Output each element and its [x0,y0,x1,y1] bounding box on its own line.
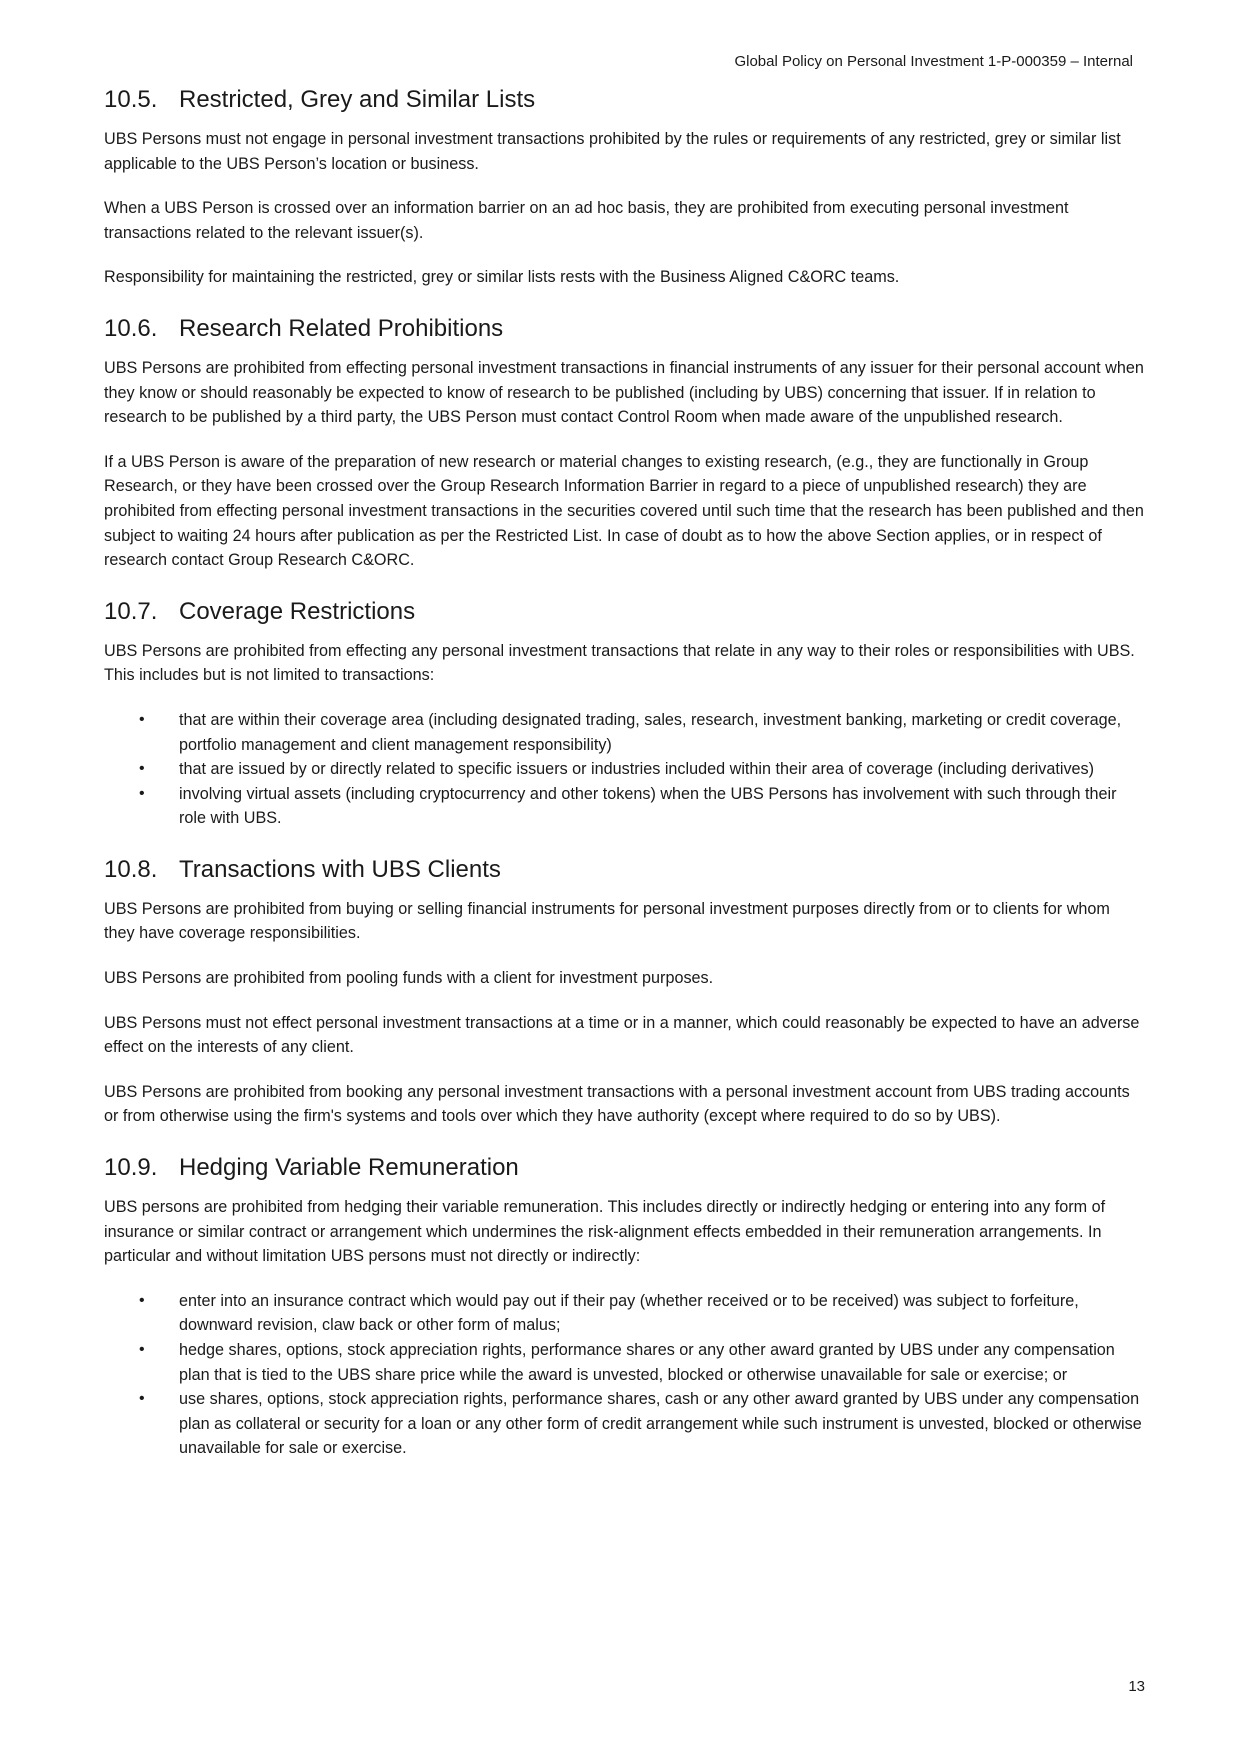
section-heading [104,856,1144,884]
paragraph: UBS Persons are prohibited from effecting personal investment transactions in financial instruments of any issuer for their personal account when they know or should reasonably be expected to know of research to be published (including by UBS) concerning that issuer. If in relation to research to be published by a third party, the UBS Person must contact Control Room when made aware of the unpublished research. [104,358,1144,427]
section-10-9 [104,1154,1144,1461]
list-item [104,782,1144,831]
list-item-text: hedge shares, options, stock appreciation rights, performance shares or any other award granted by UBS under any compensation plan that is tied to the UBS share price while the award is unvested, blocked or otherwise unavailable for sale or exercise; or [179,1341,1115,1384]
section-10-6 [104,315,1144,573]
paragraph: UBS Persons must not effect personal investment transactions at a time or in a manner, which could reasonably be expected to have an adverse effect on the interests of any client. [104,1013,1140,1057]
list-item-text: use shares, options, stock appreciation rights, performance shares, cash or any other award granted by UBS under any compensation plan as collateral or security for a loan or any other form of credit arrangement while such instrument is unvested, blocked or otherwise unavailable for sale or exercise. [179,1390,1142,1458]
paragraph: UBS Persons are prohibited from booking any personal investment transactions with a personal investment account from UBS trading accounts or from otherwise using the firm's systems and tools over which they have authority (except where required to do so by UBS). [104,1082,1130,1126]
bullet-icon: • [139,710,145,728]
list-item [104,1387,1144,1461]
section-title: Hedging Variable Remuneration [179,1154,519,1182]
page-number: 13 [1128,1678,1145,1695]
paragraph: UBS persons are prohibited from hedging their variable remuneration. This includes directly or indirectly hedging or entering into any form of insurance or similar contract or arrangement which undermines the risk-alignment effects embedded in their remuneration arrangements. In particular and without limitation UBS persons must not directly or indirectly: [104,1198,1106,1266]
section-10-5 [104,86,1144,290]
section-title: Transactions with UBS Clients [179,855,501,883]
paragraph: When a UBS Person is crossed over an information barrier on an ad hoc basis, they are prohibited from executing personal investment transactions related to the relevant issuer(s). [104,199,1069,242]
list-item [104,708,1144,757]
section-heading [104,598,1144,626]
bullet-icon: • [139,1390,145,1408]
list-item-text: involving virtual assets (including cryptocurrency and other tokens) when the UBS Persons has involvement with such through their role with UBS. [179,784,1117,828]
bullet-icon: • [139,1291,145,1309]
list-item [104,1289,1144,1338]
section-10-7 [104,598,1144,831]
list-item [104,1338,1144,1387]
paragraph: Responsibility for maintaining the restricted, grey or similar lists rests with the Business Aligned C&ORC teams. [104,268,900,287]
section-number: 10.5. [104,86,158,113]
list-item-text: that are within their coverage area (including designated trading, sales, research, investment banking, marketing or credit coverage, portfolio management and client management responsibility) [179,710,1122,754]
section-heading [104,1154,1144,1182]
section-heading [104,315,1144,343]
section-heading [104,86,1144,114]
list-item-text: that are issued by or directly related to specific issuers or industries included within their area of coverage (including derivatives) [179,760,1095,779]
section-number: 10.7. [104,597,158,625]
list-item-text: enter into an insurance contract which would pay out if their pay (whether received or to be received) was subject to forfeiture, downward revision, claw back or other form of malus; [179,1291,1079,1335]
section-number: 10.6. [104,314,158,342]
section-10-8 [104,856,1144,1129]
document-header-title: Global Policy on Personal Investment 1-P-000359 – Internal [734,53,1133,70]
list-item [104,757,1144,782]
bullet-list [104,1289,1144,1461]
section-title: Coverage Restrictions [179,597,416,625]
bullet-list [104,708,1144,831]
section-number: 10.8. [104,855,158,883]
document-body [104,86,1144,1461]
paragraph: If a UBS Person is aware of the preparation of new research or material changes to existing research, (e.g., they are functionally in Group Research, or they have been crossed over the Group Research Information Barrier in regard to a piece of unpublished research) they are prohibited from effecting personal investment transactions in the securities covered until such time that the research has been published and then subject to waiting 24 hours after publication as per the Restricted List. In case of doubt as to how the above Section applies, or in respect of research contact Group Research C&ORC. [104,452,1144,570]
paragraph: UBS Persons are prohibited from effecting any personal investment transactions that relate in any way to their roles or responsibilities with UBS. This includes but is not limited to transactions: [104,641,1135,685]
section-title: Research Related Prohibitions [179,314,504,342]
bullet-icon: • [139,760,145,778]
bullet-icon: • [139,784,145,802]
section-number: 10.9. [104,1154,158,1182]
section-title: Restricted, Grey and Similar Lists [179,86,536,113]
paragraph: UBS Persons are prohibited from buying or selling financial instruments for personal investment purposes directly from or to clients for whom they have coverage responsibilities. [104,899,1110,943]
paragraph: UBS Persons must not engage in personal investment transactions prohibited by the rules or requirements of any restricted, grey or similar list applicable to the UBS Person’s location or business. [104,130,1121,173]
paragraph: UBS Persons are prohibited from pooling funds with a client for investment purposes. [104,969,714,988]
bullet-icon: • [139,1341,145,1358]
